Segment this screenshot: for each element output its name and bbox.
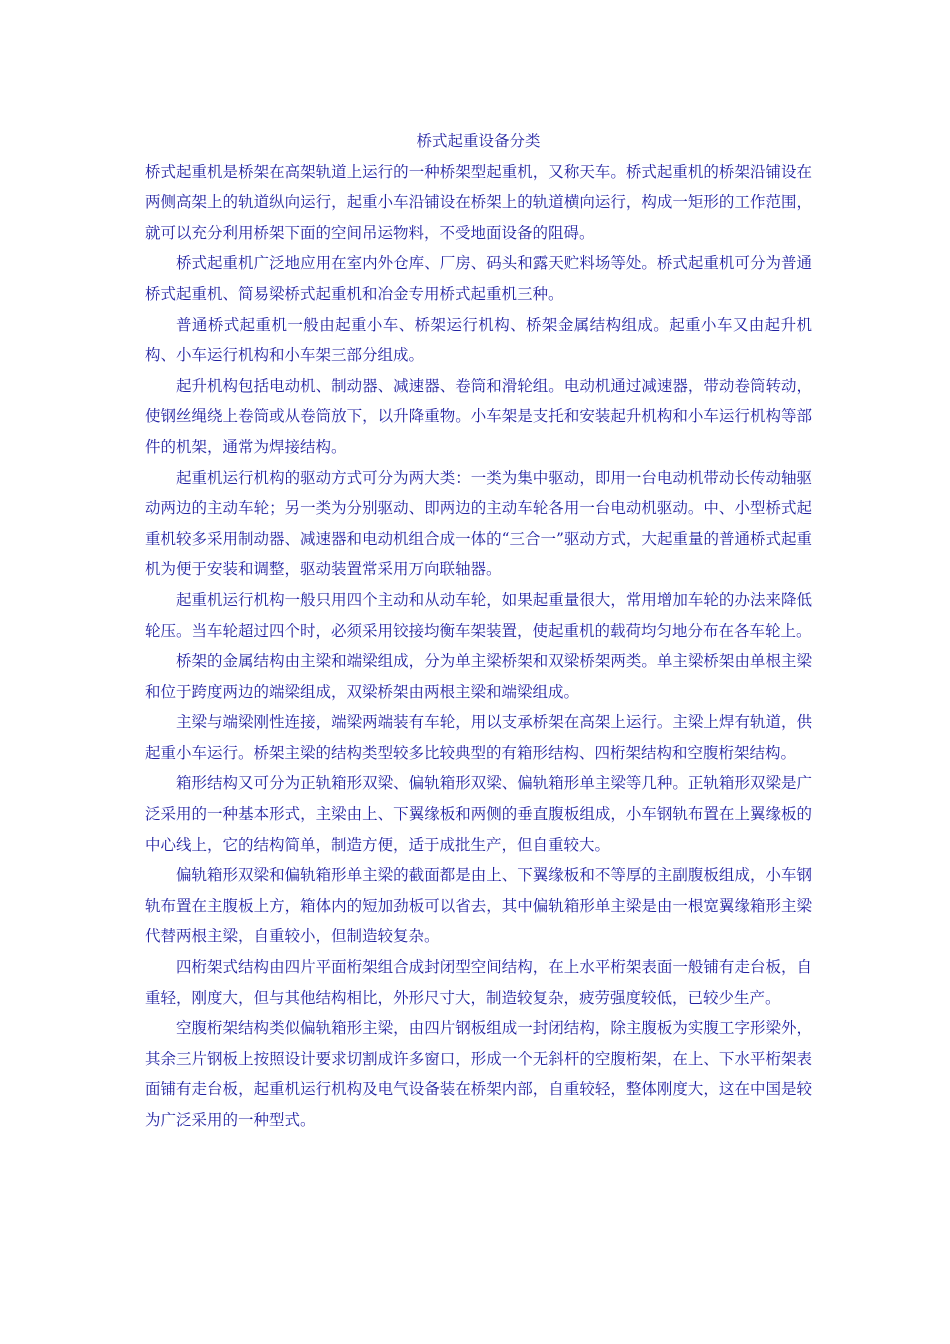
paragraph-four-truss: 四桁架式结构由四片平面桁架组合成封闭型空间结构，在上水平桁架表面一般铺有走台板，自重轻，刚度大，但与其他结构相比，外形尺寸大，制造较复杂，疲劳强度较低，已较少生产。 bbox=[145, 958, 812, 1007]
paragraph-intro: 桥式起重机是桥架在高架轨道上运行的一种桥架型起重机，又称天车。桥式起重机的桥架沿铺设在两侧高架上的轨道纵向运行，起重小车沿铺设在桥架上的轨道横向运行，构成一矩形的工作范围，就可以充分利用桥架下面的空间吊运物料，不受地面设备的阻碍。 bbox=[145, 162, 812, 242]
paragraph-composition: 普通桥式起重机一般由起重小车、桥架运行机构、桥架金属结构组成。起重小车又由起升机构、小车运行机构和小车架三部分组成。 bbox=[145, 315, 812, 365]
paragraph-wheels: 起重机运行机构一般只用四个主动和从动车轮，如果起重量很大，常用增加车轮的办法来降低轮压。当车轮超过四个时，必须采用铰接均衡车架装置，使起重机的载荷均匀地分布在各车轮上。 bbox=[145, 590, 812, 640]
paragraph-offset-rail: 偏轨箱形双梁和偏轨箱形单主梁的截面都是由上、下翼缘板和不等厚的主副腹板组成，小车钢轨布置在主腹板上方，箱体内的短加劲板可以省去，其中偏轨箱形单主梁是由一根宽翼缘箱形主梁代替两根主梁，自重较小，但制造较复杂。 bbox=[145, 866, 812, 946]
paragraph-main-girder: 主梁与端梁刚性连接，端梁两端装有车轮，用以支承桥架在高架上运行。主梁上焊有轨道，供起重小车运行。桥架主梁的结构类型较多比较典型的有箱形结构、四桁架结构和空腹桁架结构。 bbox=[145, 713, 812, 762]
document-title: 桥式起重设备分类 bbox=[416, 132, 541, 150]
paragraph-bridge-structure: 桥架的金属结构由主梁和端梁组成，分为单主梁桥架和双梁桥架两类。单主梁桥架由单根主梁和位于跨度两边的端梁组成，双梁桥架由两根主梁和端梁组成。 bbox=[145, 652, 812, 701]
paragraph-open-web-truss: 空腹桁架结构类似偏轨箱形主梁，由四片钢板组成一封闭结构，除主腹板为实腹工字形梁外，其余三片钢板上按照设计要求切割成许多窗口，形成一个无斜杆的空腹桁架，在上、下水平桁架表面铺有走台板，起重机运行机构及电气设备装在桥架内部，自重较轻，整体刚度大，这在中国是较为广泛采用的一种型式。 bbox=[145, 1019, 812, 1129]
paragraph-applications: 桥式起重机广泛地应用在室内外仓库、厂房、码头和露天贮料场等处。桥式起重机可分为普通桥式起重机、简易梁桥式起重机和冶金专用桥式起重机三种。 bbox=[145, 254, 812, 303]
paragraph-drive-modes: 起重机运行机构的驱动方式可分为两大类：一类为集中驱动，即用一台电动机带动长传动轴驱动两边的主动车轮；另一类为分别驱动、即两边的主动车轮各用一台电动机驱动。中、小型桥式起重机较多采用制动器、减速器和电动机组合成一体的“三合一”驱动方式，大起重量的普通桥式起重机为便于安装和调整，驱动装置常采用万向联轴器。 bbox=[145, 468, 812, 579]
paragraph-box-structure: 箱形结构又可分为正轨箱形双梁、偏轨箱形双梁、偏轨箱形单主梁等几种。正轨箱形双梁是广泛采用的一种基本形式，主梁由上、下翼缘板和两侧的垂直腹板组成，小车钢轨布置在上翼缘板的中心线上，它的结构简单，制造方便，适于成批生产，但自重较大。 bbox=[145, 774, 812, 854]
paragraph-hoisting-mechanism: 起升机构包括电动机、制动器、减速器、卷筒和滑轮组。电动机通过减速器，带动卷筒转动，使钢丝绳绕上卷筒或从卷筒放下，以升降重物。小车架是支托和安装起升机构和小车运行机构等部件的机架，通常为焊接结构。 bbox=[145, 376, 812, 456]
document-body bbox=[145, 126, 812, 1136]
